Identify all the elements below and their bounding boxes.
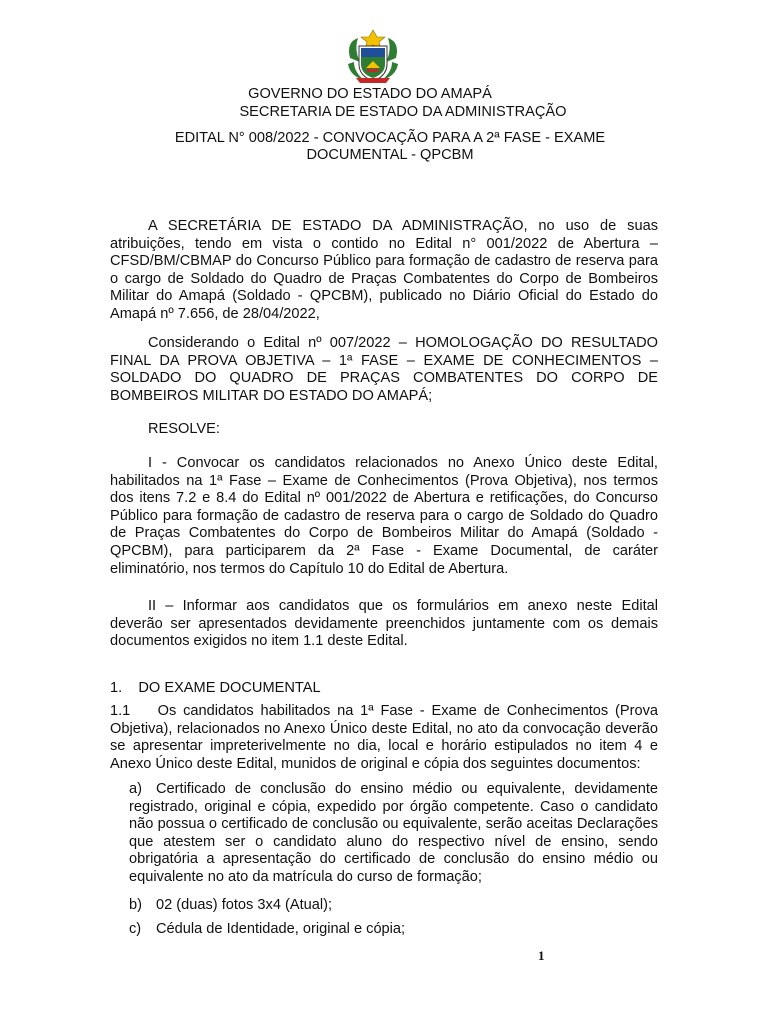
secretariat-name: SECRETARIA DE ESTADO DA ADMINISTRAÇÃO — [239, 104, 567, 120]
list-item — [129, 897, 658, 915]
item-1-1-paragraph: 1.1 Os candidatos habilitados na 1ª Fase - Exame de Conhecimentos (Prova Objetiva), relacionados no Anexo Único deste Edital, no ato da convocação deverão se apresentar impreterivelmente no dia, local e horário estipulados no item 4 e Anexo Único deste Edital, munidos de original e cópia dos seguintes documentos: — [110, 703, 663, 772]
government-name: GOVERNO DO ESTADO DO AMAPÁ — [248, 86, 492, 102]
intro-paragraph: A SECRETÁRIA DE ESTADO DA ADMINISTRAÇÃO, no uso de suas atribuições, tendo em vista o contido no Edital n° 001/2022 de Abertura – CFSD/BM/CBMAP do Concurso Público para formação de cadastro de reserva para o cargo de Soldado do Quadro de Praças Combatentes do Corpo de Bombeiros Militar do Amapá (Soldado - QPCBM), publicado no Diário Oficial do Estado do Amapá nº 7.656, de 28/04/2022, — [110, 218, 658, 322]
section-heading-1: 1. DO EXAME DOCUMENTAL — [110, 680, 321, 696]
resolution-item-ii: II – Informar aos candidatos que os formulários em anexo neste Edital deverão ser apresentados devidamente preenchidos juntamente com os demais documentos exigidos no item 1.1 deste Edital. — [110, 598, 658, 650]
coat-of-arms-icon — [344, 28, 402, 84]
list-item-text: Cédula de Identidade, original e cópia; — [156, 921, 406, 937]
resolution-item-i: I - Convocar os candidatos relacionados no Anexo Único deste Edital, habilitados na 1ª Fase – Exame de Conhecimentos (Prova Objetiva), nos termos dos itens 7.2 e 8.4 do Edital nº 001/2022 de Abertura e retificações, do Concurso Público para formação de cadastro de reserva para o cargo de Soldado do Quadro de Praças Combatentes do Corpo de Bombeiros Militar do Amapá (Soldado - QPCBM), para participarem da 2ª Fase - Exame Documental, de caráter eliminatório, nos termos do Capítulo 10 do Edital de Abertura. — [110, 455, 658, 577]
resolve-label: RESOLVE: — [148, 421, 220, 437]
list-marker: a) — [129, 781, 142, 797]
list-item — [129, 781, 658, 887]
list-item-text: 02 (duas) fotos 3x4 (Atual); — [156, 897, 333, 913]
list-marker: c) — [129, 921, 142, 937]
list-item — [129, 921, 658, 939]
edital-title: EDITAL N° 008/2022 - CONVOCAÇÃO PARA A 2ª FASE - EXAME DOCUMENTAL - QPCBM — [174, 130, 606, 163]
list-marker: b) — [129, 897, 142, 913]
page-number: 1 — [538, 948, 545, 963]
considering-paragraph: Considerando o Edital nº 007/2022 – HOMOLOGAÇÃO DO RESULTADO FINAL DA PROVA OBJETIVA – 1ª FASE – EXAME DE CONHECIMENTOS – SOLDADO DO QUADRO DE PRAÇAS COMBATENTES DO CORPO DE BOMBEIROS MILITAR DO ESTADO DO AMAPÁ; — [110, 335, 658, 404]
list-item-text: Certificado de conclusão do ensino médio ou equivalente, devidamente registrado, original e cópia, expedido por órgão competente. Caso o candidato não possua o certificado de conclusão ou equivalente, serão aceitas Declarações que atestem ser o candidato aluno do respectivo nível de ensino, sendo obrigatória a apresentação do certificado de conclusão do ensino médio ou equivalente no ato da matrícula do curso de formação; — [129, 781, 658, 885]
